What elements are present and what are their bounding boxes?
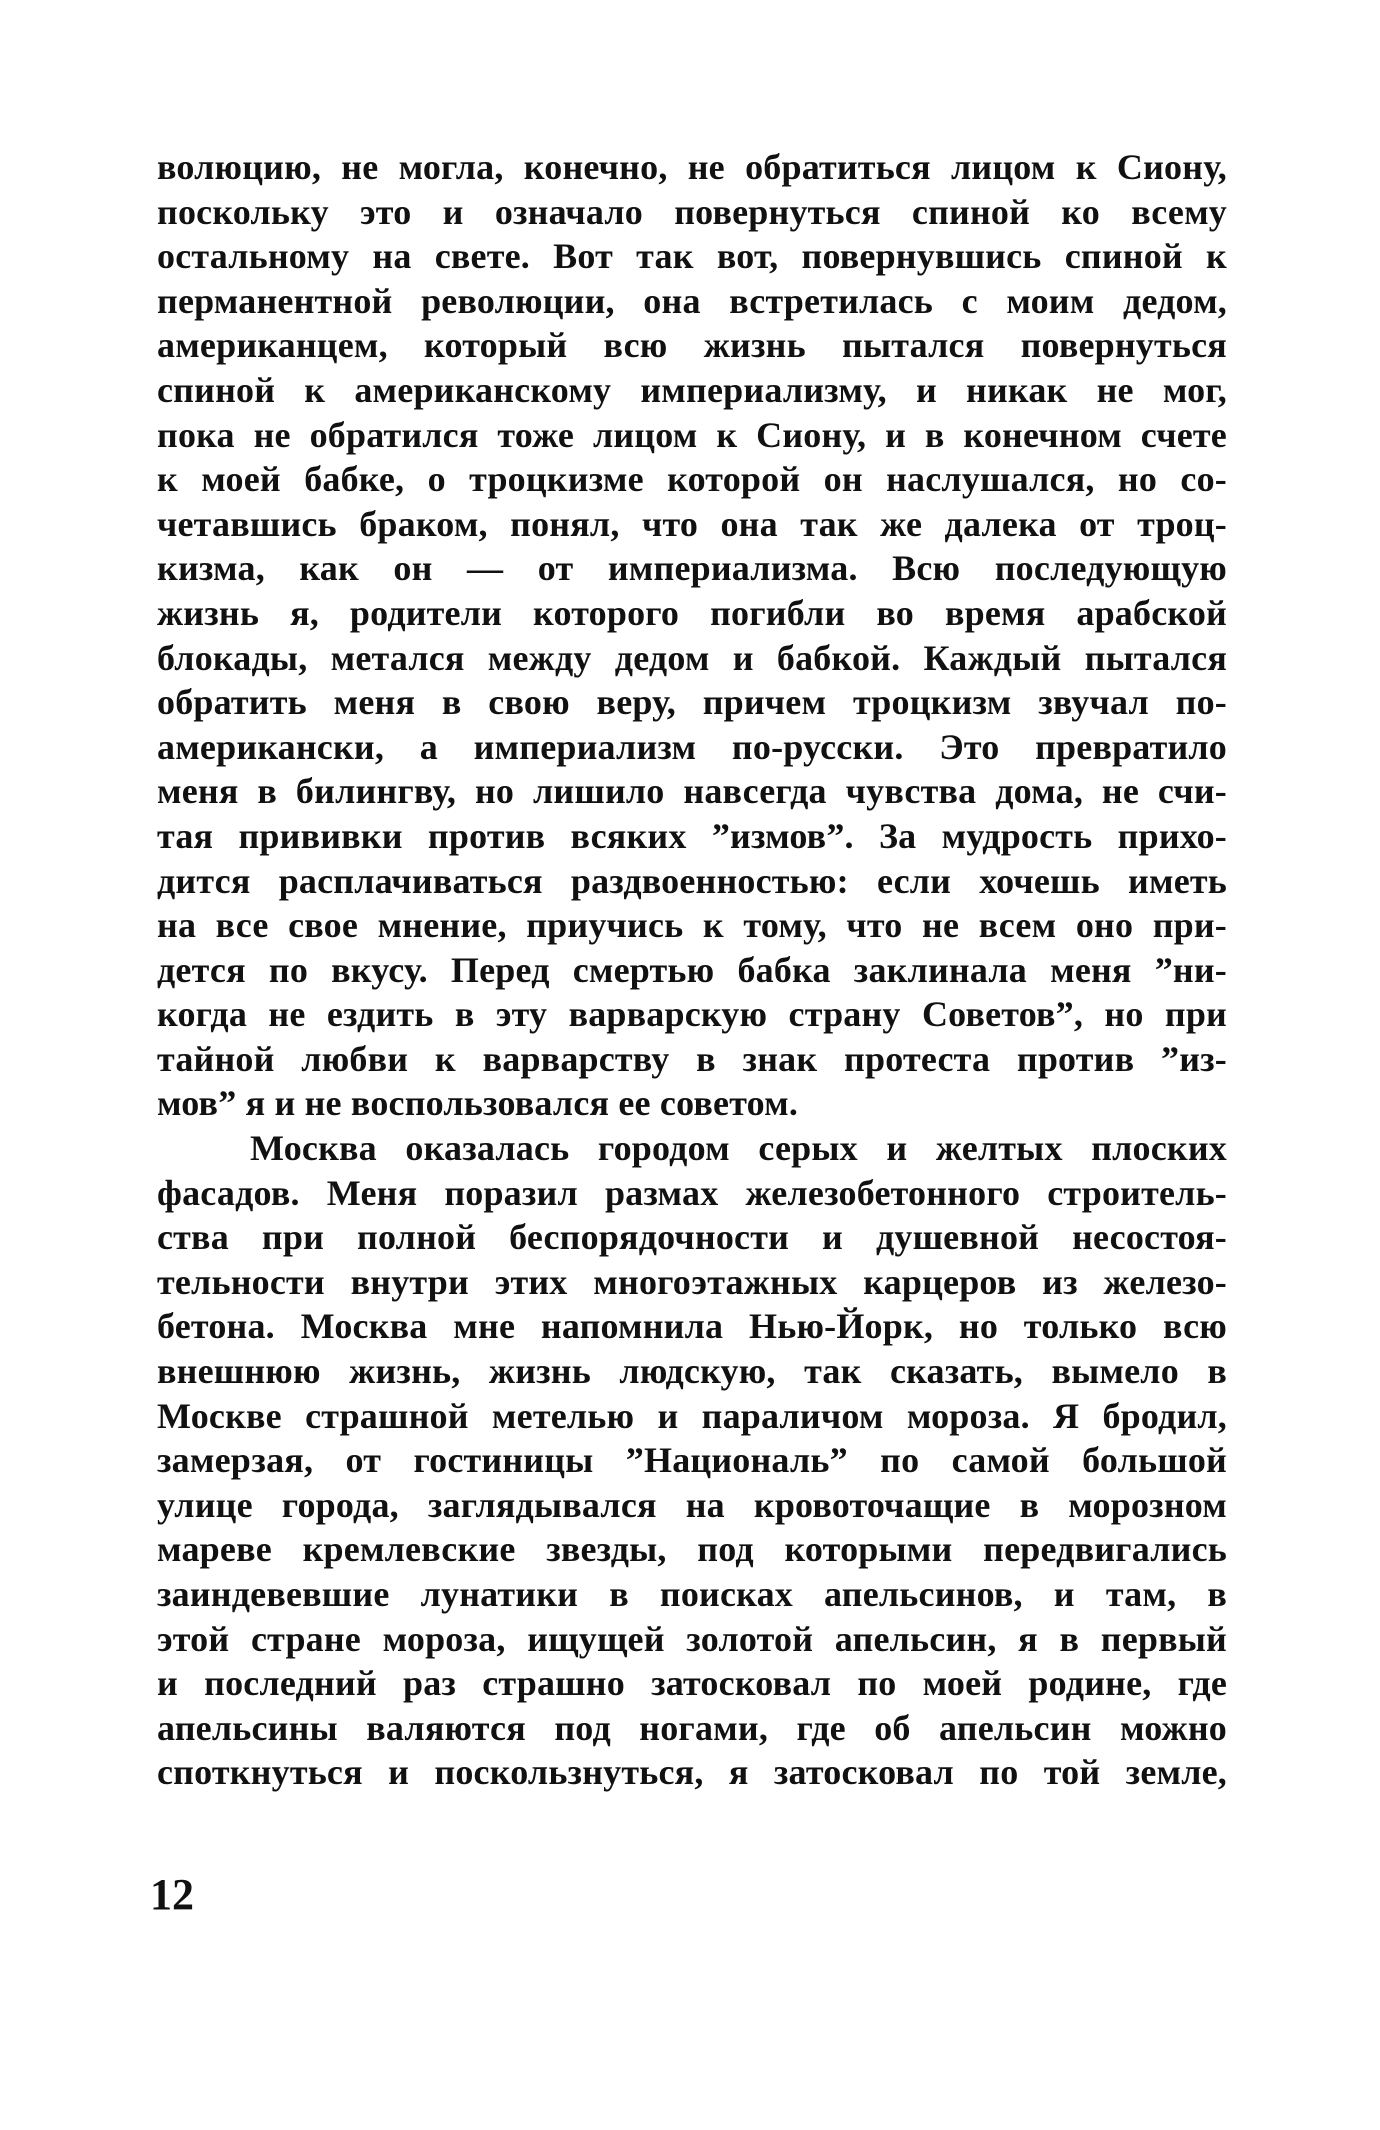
text-line: споткнуться и поскользнуться, я затосковал по той земле, [157, 1752, 1227, 1793]
text-line: четавшись браком, понял, что она так же далека от троц- [157, 503, 1227, 544]
text-line: этой стране мороза, ищущей золотой апельсин, я в первый [157, 1618, 1227, 1659]
text-line: меня в билингву, но лишило навсегда чувства дома, не счи- [157, 771, 1227, 812]
text-line: к моей бабке, о троцкизме которой он наслушался, но со- [157, 459, 1227, 500]
paragraph-1 [157, 145, 1227, 1126]
text-line: перманентной революции, она встретилась с моим дедом, [157, 280, 1227, 321]
text-line: апельсины валяются под ногами, где об апельсин можно [157, 1707, 1227, 1748]
text-line: американски, а империализм по-русски. Это превратило [157, 726, 1227, 767]
text-line: тайной любви к варварству в знак протеста против ”из- [157, 1038, 1227, 1079]
text-line: спиной к американскому империализму, и никак не мог, [157, 369, 1227, 410]
text-line: мов” я и не воспользовался ее советом. [157, 1083, 799, 1124]
text-line: Москве страшной метелью и параличом мороза. Я бродил, [157, 1395, 1227, 1436]
text-line: остальному на свете. Вот так вот, повернувшись спиной к [157, 236, 1227, 277]
text-line: американцем, который всю жизнь пытался повернуться [157, 325, 1227, 366]
text-line: кизма, как он — от империализма. Всю последующую [157, 548, 1227, 589]
text-line: ства при полной беспорядочности и душевной несостоя- [157, 1217, 1227, 1258]
text-line: жизнь я, родители которого погибли во время арабской [157, 592, 1227, 633]
text-line: на все свое мнение, приучись к тому, что не всем оно при- [157, 905, 1227, 946]
text-line: Москва оказалась городом серых и желтых плоских [250, 1128, 1227, 1169]
text-line: фасадов. Меня поразил размах железобетонного строитель- [157, 1172, 1227, 1213]
text-line: улице города, заглядывался на кровоточащие в морозном [157, 1484, 1227, 1525]
text-line: мареве кремлевские звезды, под которыми передвигались [157, 1529, 1227, 1570]
text-line: волюцию, не могла, конечно, не обратиться лицом к Сиону, [157, 147, 1227, 187]
text-line: тельности внутри этих многоэтажных карцеров из железо- [157, 1261, 1227, 1302]
page-number: 12 [150, 1870, 194, 1919]
text-line: тая прививки против всяких ”измов”. За мудрость прихо- [157, 815, 1227, 856]
text-line: заиндевевшие лунатики в поисках апельсинов, и там, в [157, 1574, 1227, 1614]
text-line: поскольку это и означало повернуться спиной ко всему [157, 191, 1227, 232]
body-text [157, 145, 1227, 1795]
text-line: и последний раз страшно затосковал по моей родине, где [157, 1663, 1227, 1704]
text-line: внешнюю жизнь, жизнь людскую, так сказать, вымело в [157, 1351, 1227, 1392]
text-line: дется по вкусу. Перед смертью бабка заклинала меня ”ни- [157, 949, 1227, 990]
text-line: когда не ездить в эту варварскую страну Советов”, но при [157, 994, 1227, 1035]
text-line: бетона. Москва мне напомнила Нью-Йорк, но только всю [157, 1306, 1227, 1347]
paragraph-2 [157, 1126, 1227, 1795]
text-line: замерзая, от гостиницы ”Националь” по самой большой [157, 1440, 1227, 1481]
text-line: обратить меня в свою веру, причем троцкизм звучал по- [157, 682, 1227, 723]
text-line: дится расплачиваться раздвоенностью: если хочешь иметь [157, 860, 1227, 901]
text-line: пока не обратился тоже лицом к Сиону, и в конечном счете [157, 414, 1227, 455]
text-line: блокады, метался между дедом и бабкой. Каждый пытался [157, 637, 1227, 678]
